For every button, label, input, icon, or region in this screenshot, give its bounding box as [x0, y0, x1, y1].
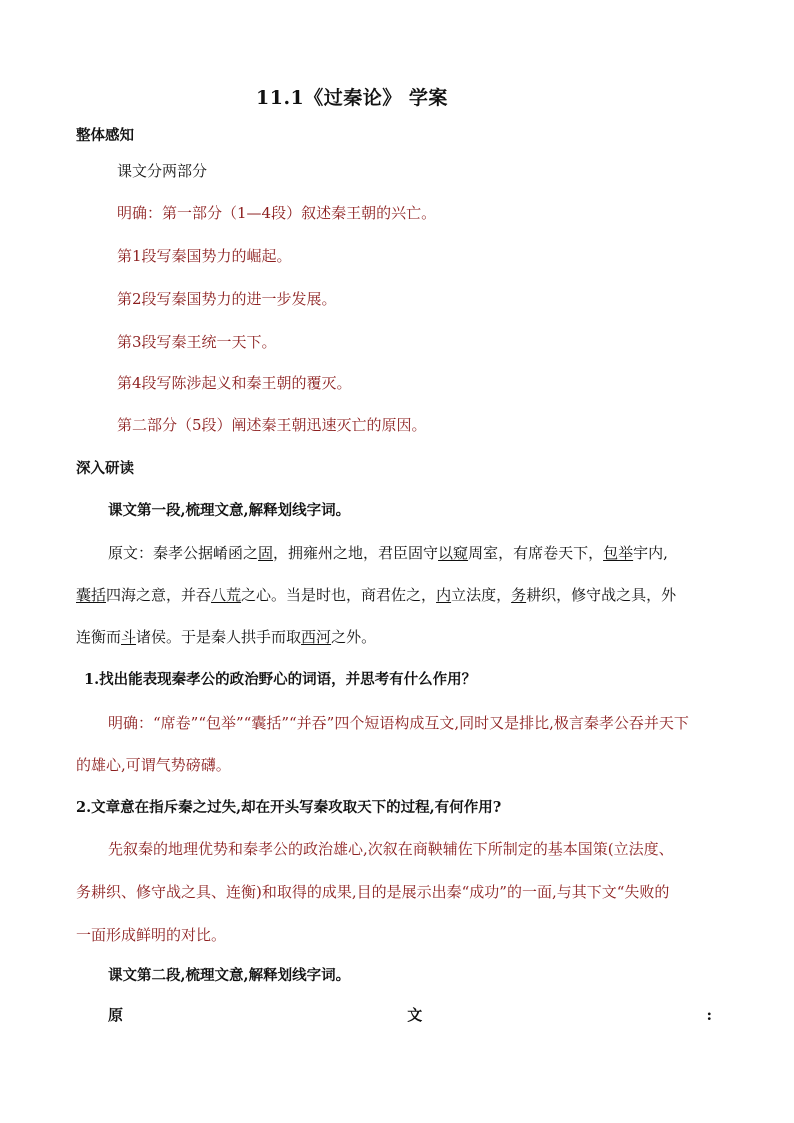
question-2: 2.文章意在指斥秦之过失,却在开头写秦攻取天下的过程,有何作用? — [76, 799, 502, 816]
text-run: 诸侯。于是秦人拱手而取 — [136, 628, 302, 646]
text-run: 连衡而 — [76, 628, 122, 646]
paragraph-section-3: 第3段写秦王统一天下。 — [117, 333, 277, 351]
label-colon: : — [706, 1006, 712, 1024]
answer-1-line-2: 的雄心,可谓气势磅礴。 — [76, 756, 231, 774]
underlined-word: 八荒 — [211, 586, 242, 604]
section-heading-deep-reading: 深入研读 — [76, 460, 134, 477]
text-run: 耕织，修守战之具，外 — [526, 586, 677, 604]
text-run: ，拥雍州之地，君臣固守 — [273, 544, 439, 562]
original-text-line-1 — [108, 543, 668, 563]
text-run: 之外。 — [331, 628, 377, 646]
text-run: 原文：秦孝公据崤函之 — [108, 544, 259, 562]
paragraph-section-2: 第2段写秦国势力的进一步发展。 — [117, 290, 337, 308]
paragraph-section-1: 第1段写秦国势力的崛起。 — [117, 247, 292, 265]
original-text-line-2 — [76, 585, 676, 605]
answer-2-line-2: 务耕织、修守战之具、连衡)和取得的成果,目的是展示出秦“成功”的一面,与其下文“失败的 — [76, 883, 670, 901]
text-run: 立法度， — [451, 586, 512, 604]
section-heading-overview: 整体感知 — [76, 127, 134, 144]
text-run: 周室，有席卷天下， — [468, 544, 604, 562]
question-1: 1.找出能表现秦孝公的政治野心的词语，并思考有什么作用？ — [84, 671, 477, 688]
paragraph-part-two: 第二部分（5段）阐述秦王朝迅速灭亡的原因。 — [117, 416, 427, 434]
underlined-word: 斗 — [121, 628, 137, 646]
underlined-word: 务 — [511, 586, 527, 604]
original-text-line-3 — [76, 627, 376, 647]
underlined-word: 以窥 — [438, 544, 469, 562]
underlined-word: 包举 — [603, 544, 634, 562]
label-char-middle: 文 — [407, 1006, 423, 1024]
label-char-left: 原 — [108, 1006, 124, 1024]
task-paragraph-one: 课文第一段,梳理文意,解释划线字词。 — [108, 502, 351, 519]
original-text-label-row — [108, 1005, 712, 1025]
answer-1-line-1: 明确：“席卷”“包举”“囊括”“并吞”四个短语构成互文,同时又是排比,极言秦孝公吞并天下 — [108, 714, 689, 732]
text-run: 四海之意，并吞 — [106, 586, 212, 604]
task-paragraph-two: 课文第二段,梳理文意,解释划线字词。 — [108, 967, 351, 984]
answer-2-line-1: 先叙秦的地理优势和秦孝公的政治雄心,次叙在商鞅辅佐下所制定的基本国策(立法度、 — [108, 840, 674, 858]
text-run: 宇内, — [633, 544, 668, 562]
paragraph-part-one: 明确：第一部分（1—4段）叙述秦王朝的兴亡。 — [117, 204, 437, 222]
document-title: 11.1《过秦论》 学案 — [256, 87, 448, 109]
underlined-word: 固 — [258, 544, 274, 562]
underlined-word: 囊括 — [76, 586, 107, 604]
answer-2-line-3: 一面形成鲜明的对比。 — [76, 926, 227, 944]
underlined-word: 西河 — [301, 628, 332, 646]
text-run: 之心。当是时也，商君佐之， — [241, 586, 437, 604]
paragraph-section-4: 第4段写陈涉起义和秦王朝的覆灭。 — [117, 374, 352, 392]
intro-line: 课文分两部分 — [117, 162, 208, 180]
underlined-word: 内 — [436, 586, 452, 604]
